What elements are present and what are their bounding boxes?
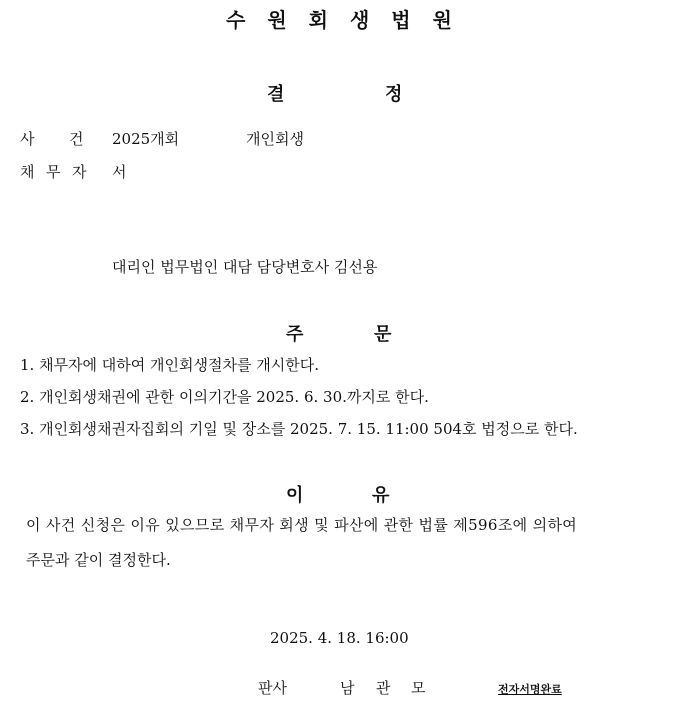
electronic-signature-stamp: 전자서명완료 [498,683,562,696]
order-heading-char-1: 주 [286,324,304,345]
case-label-char-1: 사 [20,130,35,148]
debtor-label-char-1: 채 [20,163,35,181]
court-name: 수원회생법원 [226,8,474,32]
reason-heading-char-2: 유 [372,485,390,506]
debtor-label-char-3: 자 [72,163,87,181]
case-label-char-2: 건 [69,130,84,148]
reason-heading-char-1: 이 [286,485,304,506]
reason-line-2: 주문과 같이 결정한다. [26,551,171,569]
debtor-name: 서 [112,163,127,181]
title-char-2: 정 [385,84,403,105]
order-item-1: 1. 채무자에 대하여 개인회생절차를 개시한다. [20,356,319,374]
case-number: 2025개회 [112,130,180,148]
judge-name-char-3: 모 [411,679,426,697]
order-item-3: 3. 개인회생채권자집회의 기일 및 장소를 2025. 7. 15. 11:00 504호 법정으로 한다. [20,420,578,438]
title-char-1: 결 [267,84,285,105]
reason-line-1: 이 사건 신청은 이유 있으므로 채무자 회생 및 파산에 관한 법률 제596조에 의하여 [26,516,578,534]
debtor-label-char-2: 무 [46,163,61,181]
order-item-2: 2. 개인회생채권에 관한 이의기간을 2025. 6. 30.까지로 한다. [20,388,429,406]
judge-name-char-2: 관 [376,679,391,697]
judge-name-char-1: 남 [340,679,355,697]
judge-title: 판사 [258,679,287,697]
decision-date: 2025. 4. 18. 16:00 [270,629,409,647]
case-type: 개인회생 [246,130,304,148]
order-heading-char-2: 문 [374,324,392,345]
agent-line: 대리인 법무법인 대담 담당변호사 김선용 [112,258,378,276]
